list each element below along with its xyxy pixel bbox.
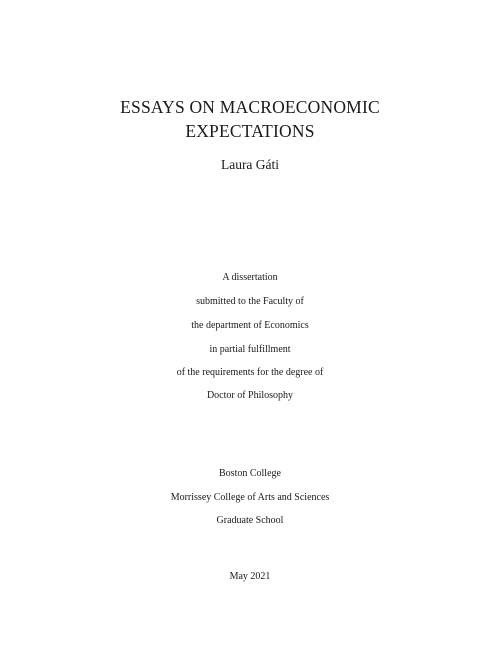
institution-college: Morrissey College of Arts and Sciences	[170, 492, 330, 503]
statement-line-1: A dissertation	[222, 272, 278, 283]
institution-university: Boston College	[219, 468, 281, 479]
statement-line-5: of the requirements for the degree of	[176, 367, 324, 378]
submission-date: May 2021	[229, 571, 271, 582]
statement-line-4: in partial fulfillment	[209, 344, 291, 355]
statement-line-3: the department of Economics	[191, 320, 309, 331]
author-name: Laura Gáti	[220, 157, 280, 172]
statement-line-2: submitted to the Faculty of	[196, 296, 304, 307]
institution-school: Graduate School	[216, 515, 284, 526]
statement-line-6: Doctor of Philosophy	[206, 390, 294, 401]
dissertation-title-line-1: ESSAYS ON MACROECONOMIC	[120, 97, 380, 117]
dissertation-title-line-2: EXPECTATIONS	[185, 121, 315, 141]
